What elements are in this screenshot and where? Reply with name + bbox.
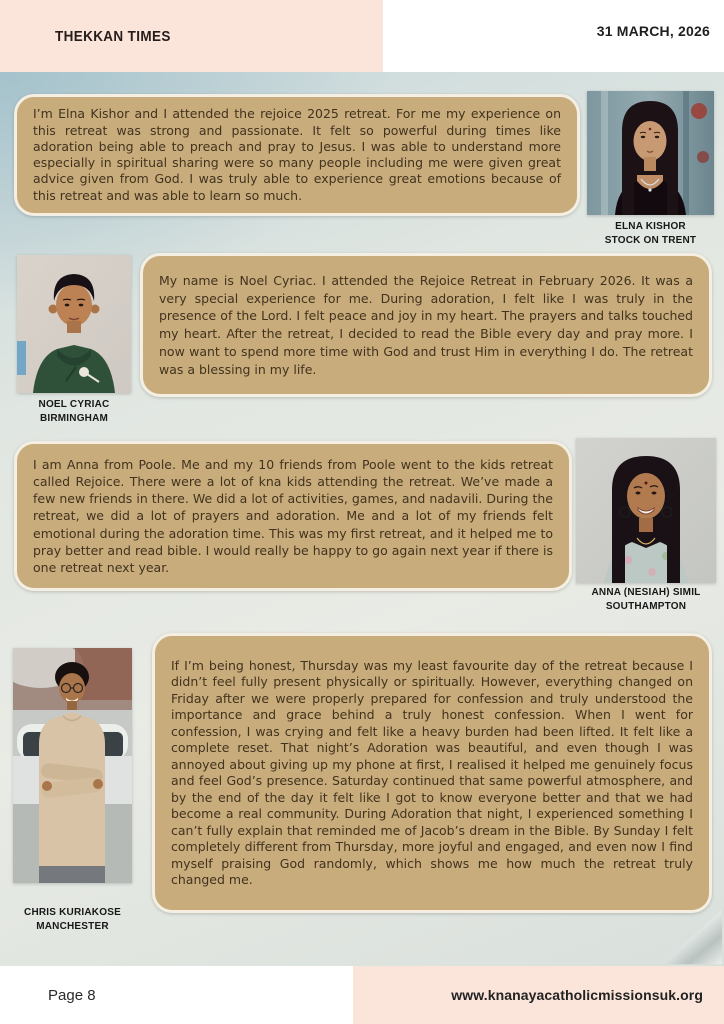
photo-caption-noel bbox=[9, 398, 139, 425]
photo-caption-elna bbox=[579, 220, 722, 247]
testimonial-text-elna: I’m Elna Kishor and I attended the rejoice 2025 retreat. For me my experience on this retreat was strong and passionate. It felt so powerful during times like adoration being able to preach and pray to Jesus. I was able to understand more especially in spiritual sharing were so many people including me were given great advice given from God. I was truly able to experience great emotions because of this retreat and was able to learn so much. bbox=[33, 106, 561, 203]
issue-date: 31 MARCH, 2026 bbox=[596, 23, 710, 39]
person-name: NOEL CYRIAC bbox=[38, 399, 110, 410]
portrait-anna-image bbox=[576, 438, 716, 583]
person-name: ELNA KISHOR bbox=[615, 221, 686, 232]
person-location: BIRMINGHAM bbox=[39, 412, 109, 424]
person-location: STOCK ON TRENT bbox=[604, 234, 697, 246]
person-location: SOUTHAMPTON bbox=[605, 600, 687, 612]
portrait-noel-image bbox=[17, 255, 131, 393]
photo-caption-chris bbox=[3, 906, 142, 933]
portrait-chris-image bbox=[13, 648, 132, 883]
testimonial-text-anna: I am Anna from Poole. Me and my 10 friends from Poole went to the kids retreat called Rejoice. There were a lot of kna kids attending the retreat. We’ve made a few new friends in there. We did a lot of activities, games, and nadavili. During the retreat, we did a lot of prayers and adoration. Me and a lot of my friends felt emotional during the adoration time. This was my first retreat, and it helped me to pray better and read bible. I would really be happy to go again next year if there is one retreat next year. bbox=[33, 456, 553, 576]
testimonial-bubble-elna bbox=[14, 94, 580, 216]
testimonial-bubble-anna bbox=[14, 441, 572, 591]
portrait-elna-image bbox=[587, 91, 714, 215]
person-name: ANNA (NESIAH) SIMIL bbox=[591, 587, 701, 598]
portrait-photo-noel bbox=[17, 255, 131, 393]
person-location: MANCHESTER bbox=[36, 920, 109, 932]
portrait-photo-anna bbox=[576, 438, 716, 583]
testimonial-text-noel: My name is Noel Cyriac. I attended the Rejoice Retreat in February 2026. It was a very special experience for me. During adoration, I felt like I was truly in the presence of the Lord. I felt peace and joy in my heart. The prayers and talks touched my heart. After the retreat, I decided to read the Bible every day and pray more. I now want to spend more time with God and trust Him in everything I do. The retreat was a blessing in my life. bbox=[159, 272, 693, 377]
header-pink-block bbox=[0, 0, 383, 72]
footer-pink-block bbox=[353, 966, 724, 1024]
page-footer bbox=[0, 966, 724, 1024]
footer-white-block bbox=[0, 966, 353, 1024]
portrait-photo-elna bbox=[587, 91, 714, 215]
person-name: CHRIS KURIAKOSE bbox=[24, 907, 121, 918]
portrait-photo-chris bbox=[13, 648, 132, 883]
page-curl[interactable] bbox=[654, 908, 724, 966]
masthead-title: THEKKAN TIMES bbox=[55, 27, 171, 45]
page-number: Page 8 bbox=[48, 986, 96, 1004]
testimonial-bubble-chris bbox=[152, 633, 712, 913]
page-header bbox=[0, 0, 724, 72]
photo-caption-anna bbox=[566, 586, 724, 613]
page-curl-face bbox=[654, 908, 724, 966]
testimonial-text-chris: If I’m being honest, Thursday was my least favourite day of the retreat because I didn’t feel fully present physically or spiritually. However, everything changed on Friday after we were properly prepared for confession and truly understood the importance and grace behind a truly honest confession. When I went for confession, I was crying and felt like a heavy burden had been lifted. It felt like a complete reset. That night’s Adoration was beautiful, and even though I was annoyed about giving up my phone at first, I realised it helped me genuinely focus and feel God’s presence. Saturday continued that same powerful atmosphere, and by the end of the day it felt like I got to know everyone better and that we had become a real community. During Adoration that night, I experienced something I can’t fully explain that reminded me of Jacob’s dream in the Bible. By Sunday I felt completely different from Thursday, more joyful and engaged, and even now I find myself praising God randomly, which shows me how much the retreat truly changed me. bbox=[171, 657, 693, 887]
header-white-block bbox=[383, 0, 724, 62]
testimonial-bubble-noel bbox=[140, 253, 712, 397]
website-url[interactable]: www.knanayacatholicmissionsuk.org bbox=[451, 987, 703, 1003]
page-content bbox=[0, 72, 724, 966]
